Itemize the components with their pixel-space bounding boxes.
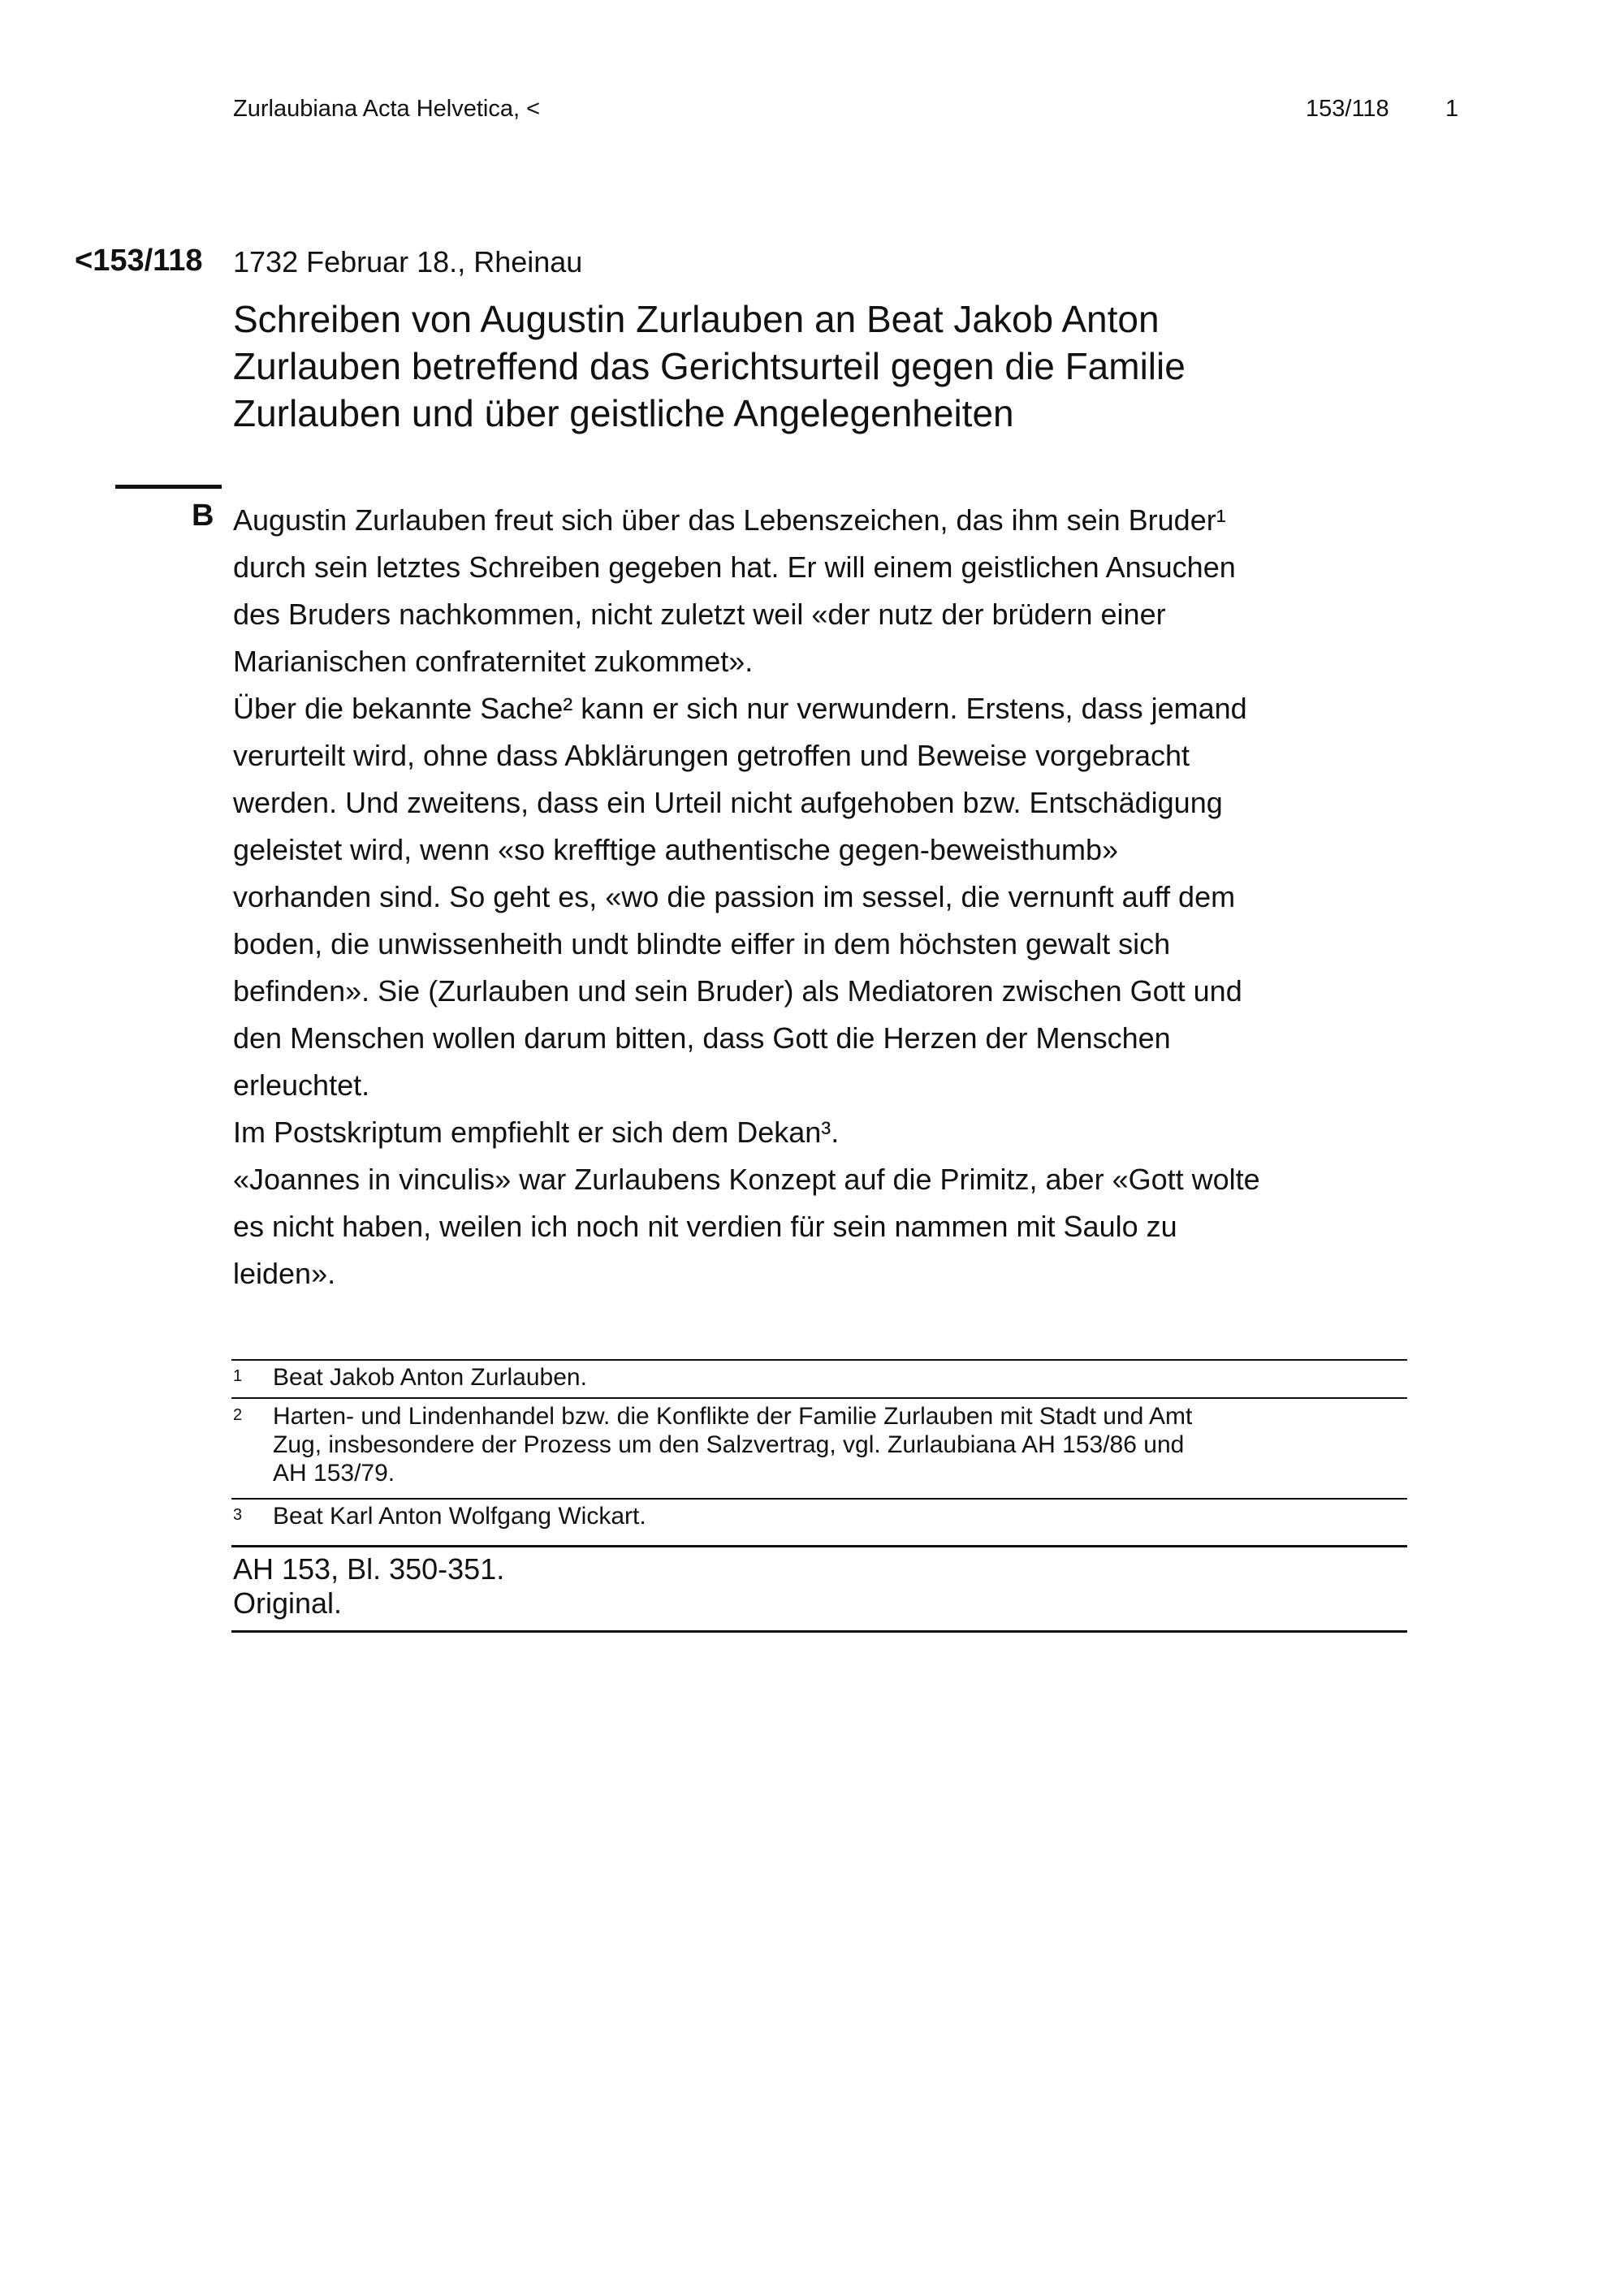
running-header: Zurlaubiana Acta Helvetica, < xyxy=(233,96,541,122)
summary-line: es nicht haben, weilen ich noch nit verdien für sein nammen mit Saulo zu xyxy=(233,1210,1177,1243)
page-number: 1 xyxy=(1445,96,1459,122)
footnote-number: 1 xyxy=(233,1367,243,1385)
summary-line: verurteilt wird, ohne dass Abklärungen getroffen und Beweise vorgebracht xyxy=(233,739,1190,772)
entry-title-line: Zurlauben und über geistliche Angelegenheiten xyxy=(233,392,1014,434)
summary-line: boden, die unwissenheith undt blindte eiffer in dem höchsten gewalt sich xyxy=(233,927,1171,960)
section-rule xyxy=(115,485,222,489)
section-label: B xyxy=(192,498,214,533)
footnote-rule xyxy=(231,1498,1407,1500)
summary-line: Über die bekannte Sache² kann er sich nur verwundern. Erstens, dass jemand xyxy=(233,692,1247,725)
summary-line: des Bruders nachkommen, nicht zuletzt weil «der nutz der brüdern einer xyxy=(233,598,1166,631)
summary-line: erleuchtet. xyxy=(233,1068,370,1102)
footnote-number: 3 xyxy=(233,1506,243,1524)
source-rule-bottom xyxy=(231,1630,1407,1633)
source-line: AH 153, Bl. 350-351. xyxy=(233,1552,505,1586)
summary-line: vorhanden sind. So geht es, «wo die passion im sessel, die vernunft auff dem xyxy=(233,880,1236,913)
summary-line: Augustin Zurlauben freut sich über das Lebenszeichen, das ihm sein Bruder¹ xyxy=(233,503,1226,537)
summary-line: leiden». xyxy=(233,1257,336,1290)
summary-line: werden. Und zweitens, dass ein Urteil nicht aufgehoben bzw. Entschädigung xyxy=(233,786,1223,819)
summary-body xyxy=(233,497,1260,1297)
footnote-text: Beat Karl Anton Wolfgang Wickart. xyxy=(273,1503,646,1530)
footnote-text: AH 153/79. xyxy=(273,1460,395,1487)
source-line: Original. xyxy=(233,1586,343,1620)
source-rule-top xyxy=(231,1545,1407,1547)
summary-line: Marianischen confraternitet zukommet». xyxy=(233,645,754,678)
footnote-rule xyxy=(231,1397,1407,1399)
summary-line: Im Postskriptum empfiehlt er sich dem Dekan³. xyxy=(233,1116,840,1149)
footnote-number: 2 xyxy=(233,1406,243,1424)
entry-title-line: Schreiben von Augustin Zurlauben an Beat Jakob Anton xyxy=(233,298,1160,340)
footnote-rule xyxy=(231,1359,1407,1361)
entry-id: <153/118 xyxy=(75,244,203,278)
summary-line: «Joannes in vinculis» war Zurlaubens Konzept auf die Primitz, aber «Gott wolte xyxy=(233,1163,1260,1196)
summary-line: befinden». Sie (Zurlauben und sein Bruder) als Mediatoren zwischen Gott und xyxy=(233,974,1242,1008)
summary-line: den Menschen wollen darum bitten, dass Gott die Herzen der Menschen xyxy=(233,1021,1171,1055)
footnote-text: Zug, insbesondere der Prozess um den Salzvertrag, vgl. Zurlaubiana AH 153/86 und xyxy=(273,1431,1185,1458)
summary-line: geleistet wird, wenn «so krefftige authentische gegen-beweisthumb» xyxy=(233,833,1119,866)
summary-line: durch sein letztes Schreiben gegeben hat. Er will einem geistlichen Ansuchen xyxy=(233,550,1236,584)
entry-date-place: 1732 Februar 18., Rheinau xyxy=(233,245,583,278)
source-info xyxy=(233,1552,504,1621)
header-doc-number: 153/118 xyxy=(1306,96,1389,122)
footnote-text: Harten- und Lindenhandel bzw. die Konflikte der Familie Zurlauben mit Stadt und Amt xyxy=(273,1403,1193,1430)
entry-title-line: Zurlauben betreffend das Gerichtsurteil gegen die Familie xyxy=(233,345,1186,387)
footnote-text: Beat Jakob Anton Zurlauben. xyxy=(273,1364,587,1391)
